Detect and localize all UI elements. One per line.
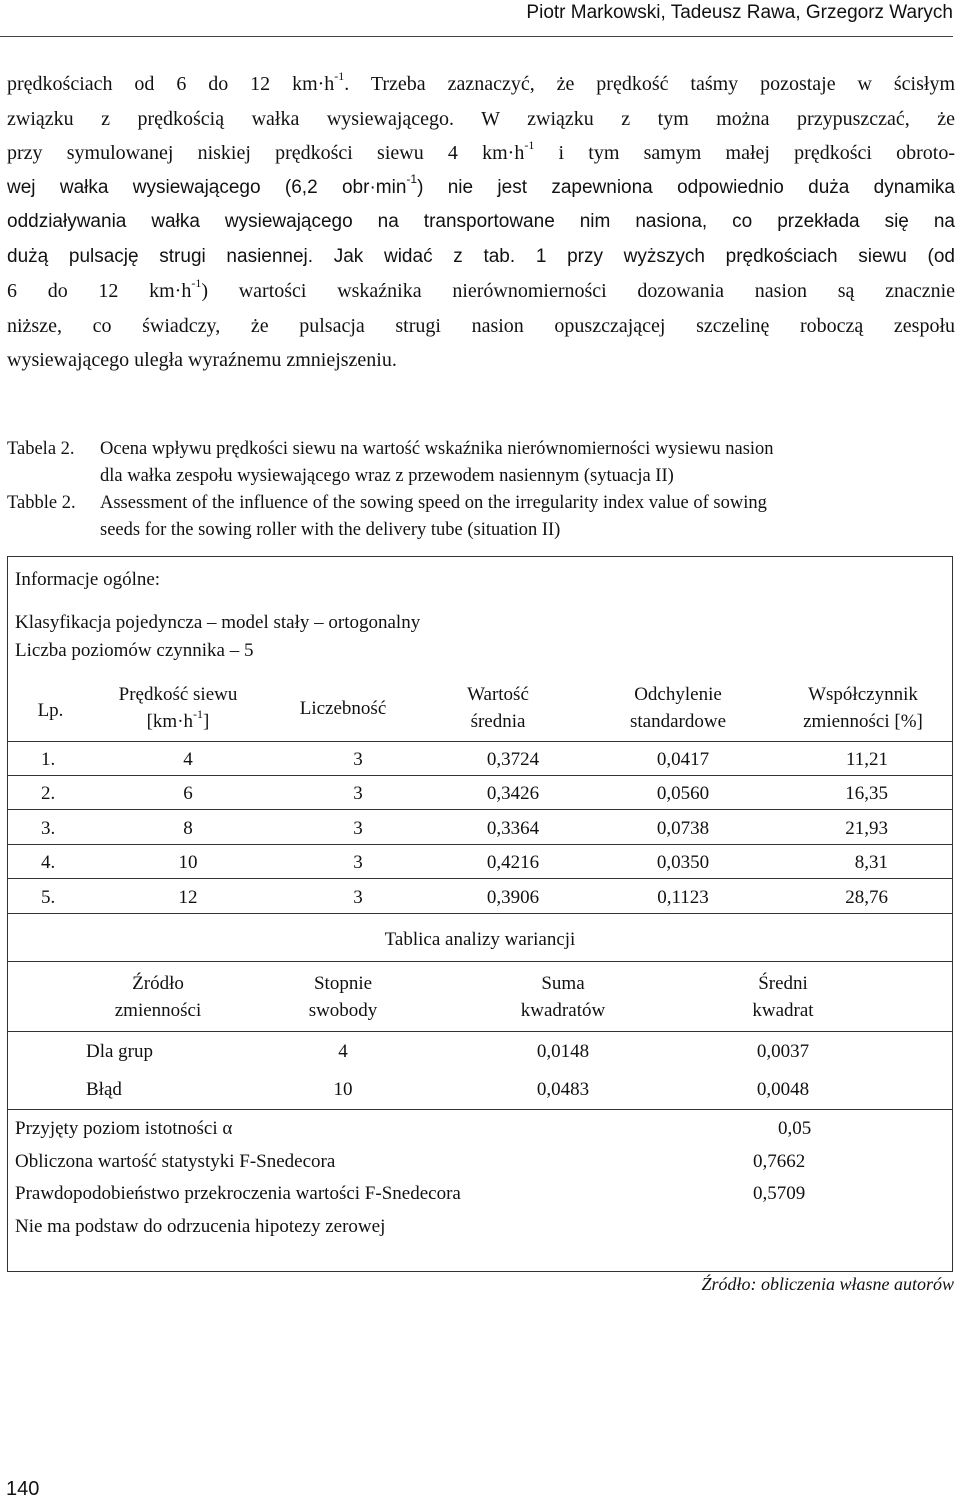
header-lp: Lp. — [37, 700, 64, 721]
paragraph-line-8: niższe, co świadczy, że pulsacja strugi nasion opuszczającej szczelinę roboczą zespołu — [7, 314, 955, 337]
cell-speed: 6 — [183, 783, 193, 804]
header-speed-line-1: Prędkość siewu — [118, 684, 238, 705]
caption-label-en: Tabble 2. — [7, 493, 76, 513]
running-header — [0, 0, 953, 37]
cell-sd: 0,0738 — [656, 818, 710, 839]
cell-cv: 21,93 — [845, 818, 888, 839]
cell-lp: 2. — [41, 783, 56, 804]
stat-value: 0,05 — [778, 1118, 812, 1139]
caption-en-line-2: seeds for the sowing roller with the delivery tube (situation II) — [100, 520, 561, 540]
statistics-table-frame — [7, 556, 953, 1272]
header-mean-line-2: średnia — [470, 711, 526, 732]
paragraph-line-5: oddziaływania wałka wysiewającego na transportowane nim nasiona, co przekłada się na — [7, 211, 955, 232]
table-caption — [0, 436, 960, 546]
cell-lp: 5. — [41, 887, 56, 908]
stat-value: 0,7662 — [753, 1151, 806, 1172]
anova-header-source-1: Źródło — [132, 973, 184, 994]
paragraph-line-4: wej wałka wysiewającego (6,2 $obr\cdot\min^{-1}$) nie jest zapewniona odpowiednio duża dynamika — [7, 172, 955, 198]
caption-en-line-1: Assessment of the influence of the sowing speed on the irregularity index value of sowing — [100, 493, 767, 513]
paragraph-line-3: przy symulowanej niskiej prędkości siewu 4 $km\cdot h^{-1}$ i tym samym małej prędkości obroto- — [7, 138, 955, 164]
caption-pl-line-2: dla wałka zespołu wysiewającego wraz z przewodem nasiennym (sytuacja II) — [100, 466, 674, 486]
stat-label: Nie ma podstaw do odrzucenia hipotezy zerowej — [15, 1216, 386, 1237]
anova-cell-df: 4 — [338, 1041, 348, 1062]
table-rule — [8, 961, 952, 962]
cell-mean: 0,4216 — [486, 852, 540, 873]
anova-header-ms-2: kwadrat — [752, 1000, 814, 1021]
cell-lp: 1. — [41, 749, 56, 770]
caption-pl-line-1: Ocena wpływu prędkości siewu na wartość wskaźnika nierównomierności wysiewu nasion — [100, 439, 774, 459]
anova-header-ms-1: Średni — [758, 973, 808, 994]
table-rule — [8, 913, 952, 914]
cell-count: 3 — [353, 749, 363, 770]
info-classification: Klasyfikacja pojedyncza – model stały – ortogonalny — [15, 612, 421, 633]
paragraph-line-1: prędkościach od 6 do 12 $km\cdot h^{-1}$. Trzeba zaznaczyć, że prędkość taśmy pozostaje w ścisłym — [7, 69, 955, 95]
anova-title: Tablica analizy wariancji — [384, 929, 576, 950]
cell-count: 3 — [353, 852, 363, 873]
cell-lp: 4. — [41, 852, 56, 873]
paragraph-line-7: 6 do 12 $km\cdot h^{-1}$) wartości wskaźnika nierównomierności dozowania nasion są znacznie — [7, 276, 956, 302]
cell-speed: 12 — [178, 887, 198, 908]
stat-label: Prawdopodobieństwo przekroczenia wartości F-Snedecora — [15, 1183, 461, 1204]
stat-value: 0,5709 — [753, 1183, 806, 1204]
header-count: Liczebność — [299, 698, 387, 719]
source-note: Źródło: obliczenia własne autorów — [701, 1274, 954, 1294]
body-paragraph — [7, 67, 955, 378]
cell-count: 3 — [353, 818, 363, 839]
table-rule — [8, 1031, 952, 1032]
header-sd-line-2: standardowe — [629, 711, 727, 732]
cell-count: 3 — [353, 887, 363, 908]
stat-label: Przyjęty poziom istotności α — [15, 1118, 233, 1139]
cell-count: 3 — [353, 783, 363, 804]
cell-lp: 3. — [41, 818, 56, 839]
anova-cell-ms: 0,0048 — [756, 1079, 810, 1100]
paragraph-line-6: dużą pulsację strugi nasiennej. Jak widać z tab. 1 przy wyższych prędkościach siewu (od — [7, 245, 955, 267]
anova-header-ss-1: Suma — [541, 973, 585, 994]
anova-cell-ms: 0,0037 — [756, 1041, 810, 1062]
header-cv-line-2: zmienności [%] — [803, 711, 923, 732]
cell-sd: 0,1123 — [657, 887, 709, 908]
header-speed-line-2: $[km\cdot h^{-1}]$ — [146, 706, 210, 732]
header-sd-line-1: Odchylenie — [634, 684, 722, 705]
table-rule — [8, 775, 952, 776]
cell-sd: 0,0350 — [656, 852, 710, 873]
cell-cv: 28,76 — [845, 887, 888, 908]
anova-cell-source: Błąd — [86, 1079, 122, 1100]
cell-speed: 10 — [178, 852, 198, 873]
cell-cv: 11,21 — [845, 749, 888, 770]
page-number: 140 — [6, 1478, 40, 1500]
cell-mean: 0,3906 — [486, 887, 540, 908]
anova-header-source-2: zmienności — [114, 1000, 202, 1021]
header-authors: Piotr Markowski, Tadeusz Rawa, Grzegorz Warych — [526, 2, 953, 23]
cell-sd: 0,0417 — [656, 749, 710, 770]
cell-speed: 4 — [183, 749, 193, 770]
cell-cv: 8,31 — [854, 852, 888, 873]
paragraph-line-2: związku z prędkością wałka wysiewającego. W związku z tym można przypuszczać, że — [7, 107, 955, 130]
table-rule — [8, 1109, 952, 1110]
anova-cell-df: 10 — [333, 1079, 353, 1100]
cell-mean: 0,3426 — [486, 783, 540, 804]
header-cv-line-1: Współczynnik — [808, 684, 918, 705]
cell-speed: 8 — [183, 818, 193, 839]
paragraph-line-9: wysiewającego uległa wyraźnemu zmniejszeniu. — [7, 349, 397, 371]
info-levels: Liczba poziomów czynnika – 5 — [15, 640, 254, 661]
stat-label: Obliczona wartość statystyki F-Snedecora — [15, 1151, 336, 1172]
table-rule — [8, 878, 952, 879]
table-rule — [8, 844, 952, 845]
anova-cell-ss: 0,0148 — [536, 1041, 590, 1062]
table-rule — [8, 741, 952, 742]
cell-mean: 0,3364 — [486, 818, 540, 839]
table-rule — [8, 809, 952, 810]
info-general: Informacje ogólne: — [15, 569, 161, 590]
anova-header-ss-2: kwadratów — [520, 1000, 606, 1021]
header-mean-line-1: Wartość — [467, 684, 529, 705]
cell-sd: 0,0560 — [656, 783, 710, 804]
anova-header-df-1: Stopnie — [313, 973, 373, 994]
anova-header-df-2: swobody — [308, 1000, 378, 1021]
cell-cv: 16,35 — [845, 783, 888, 804]
anova-cell-source: Dla grup — [86, 1041, 154, 1062]
cell-mean: 0,3724 — [486, 749, 540, 770]
caption-label-pl: Tabela 2. — [7, 439, 75, 459]
anova-cell-ss: 0,0483 — [536, 1079, 590, 1100]
